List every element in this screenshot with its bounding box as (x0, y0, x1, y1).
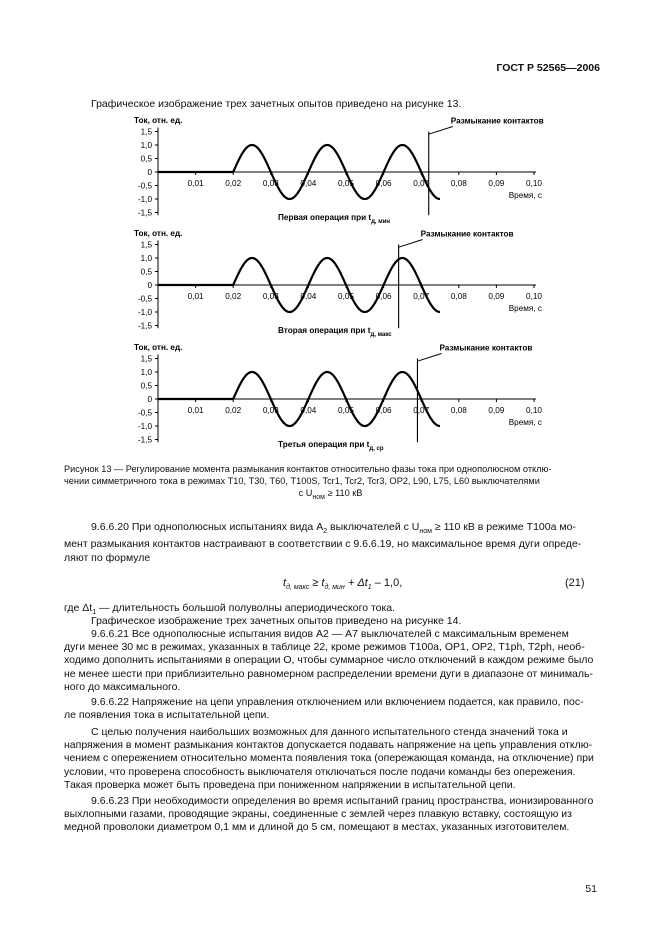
panel-caption: Первая операция при $t_{д, мин}$ (278, 213, 391, 225)
para-figure14: Графическое изображение трех зачетных опытов приведено на рисунке 14. (91, 615, 462, 627)
x-tick-label: 0,10 (526, 179, 542, 188)
page-number: 51 (585, 883, 597, 895)
where-line: где $\Delta t_1$ — длительность большой полуволны апериодического тока. (64, 602, 396, 617)
y-tick-label: 1,5 (140, 240, 152, 250)
annotation-leader (429, 127, 453, 135)
x-tick-label: 0,06 (375, 406, 392, 415)
y-tick-label: 1,5 (140, 127, 152, 137)
annotation-leader (417, 354, 441, 362)
paragraph-advance-command: С целью получения наибольших возможных для данного испытательного стенда значений тока и напряжения в момент размыкания контактов допускается подавать напряжение на цепь управления отклю- чением с опережением относительно момента появления тока (опережающая команда, на отключение) при условии, что проверена способность выключателя отключаться после подачи команды без опережения. Такая проверка может быть проведена при пониженном напряжении в испытательной цепи. (64, 726, 594, 791)
y-tick-label: 0 (147, 168, 152, 177)
y-axis-label: Ток, отн. ед. (134, 228, 183, 238)
x-tick-label: 0,06 (375, 292, 392, 301)
contact-separation-label: Размыкание контактов (420, 229, 514, 239)
oscillogram-panel-2 (134, 229, 542, 338)
x-tick-label: 0,10 (526, 292, 542, 301)
figure-caption (64, 463, 597, 504)
y-tick-label: -1,0 (137, 422, 152, 431)
x-tick-label: 0,02 (225, 406, 242, 415)
y-tick-label: 0,5 (140, 381, 152, 391)
y-tick-label: -1,5 (137, 321, 152, 331)
formula-number: (21) (565, 577, 585, 589)
x-tick-label: 0,04 (300, 292, 317, 301)
x-tick-label: 0,04 (300, 179, 317, 188)
y-tick-label: 0 (147, 281, 152, 290)
contact-separation-label: Размыкание контактов (439, 343, 533, 353)
caption-line-2: чении симметричного тока в режимах Т10, Т30, Т60, Т100S, Tcr1, Tcr2, Tcr3, OP2, L90, L75, L60 выключателями (64, 476, 540, 486)
x-tick-label: 0,03 (262, 292, 279, 301)
y-tick-label: 1,0 (140, 254, 152, 263)
x-tick-label: 0,03 (262, 179, 279, 188)
x-tick-label: 0,07 (413, 179, 430, 188)
y-tick-label: -0,5 (137, 408, 152, 418)
formula-21: $t_{д, макс} \ge t_{д, мин} + \Delta t_1 - 1,0$, (283, 577, 403, 592)
x-tick-label: 0,09 (488, 292, 505, 301)
oscillogram-panel-3 (134, 343, 542, 452)
x-tick-label: 0,05 (338, 179, 354, 188)
section-9-6-6-23: 9.6.6.23 При необходимости определения во время испытаний границ пространства, ионизированного выхлопными газами, проводящие экраны, соединенные с землей через плавкую вставку, состоящую из медной проволоки диаметром 0,1 мм и длиной до 5 см, помещают в местах, указанных изготовителем. (64, 795, 594, 834)
annotation-leader (399, 240, 423, 248)
x-tick-label: 0,01 (187, 292, 204, 301)
y-tick-label: -1,5 (137, 435, 152, 445)
x-axis-label: Время, с (508, 304, 542, 313)
x-tick-label: 0,06 (375, 179, 392, 188)
y-tick-label: -0,5 (137, 294, 152, 304)
caption-line-1: Рисунок 13 — Регулирование момента размыкания контактов относительно фазы тока при однополюсном отклю- (64, 464, 552, 474)
y-tick-label: -1,5 (137, 208, 152, 218)
y-tick-label: 0,5 (140, 267, 152, 277)
x-tick-label: 0,09 (488, 406, 505, 415)
y-tick-label: 1,5 (140, 354, 152, 364)
panel-caption: Вторая операция при $t_{д, макс}$ (278, 326, 392, 338)
y-tick-label: -1,0 (137, 308, 152, 317)
x-tick-label: 0,03 (262, 406, 279, 415)
x-axis-label: Время, с (508, 418, 542, 427)
contact-separation-label: Размыкание контактов (450, 116, 544, 126)
caption-line-3: с $U_{ном} \ge 110$ кВ (298, 488, 363, 501)
y-tick-label: 1,0 (140, 368, 152, 377)
y-tick-label: -1,0 (137, 195, 152, 204)
x-tick-label: 0,08 (450, 406, 467, 415)
x-tick-label: 0,07 (413, 292, 430, 301)
x-tick-label: 0,01 (187, 406, 204, 415)
oscillogram-panel-1 (134, 116, 544, 225)
y-tick-label: 0,5 (140, 154, 152, 164)
panel-caption: Третья операция при $t_{д, ср}$ (278, 440, 384, 452)
document-header: ГОСТ Р 52565—2006 (496, 62, 600, 74)
section-9-6-6-20: 9.6.6.20 При однополюсных испытаниях вида $А_2$ выключателей с $U_{ном} \ge 110$ кВ в режиме Т100а мо- мент размыкания контактов настраивают в соответствии с 9.6.6.19, но максимальное время дуги опреде- ляют по формуле (64, 521, 582, 564)
x-tick-label: 0,01 (187, 179, 204, 188)
x-tick-label: 0,07 (413, 406, 430, 415)
x-tick-label: 0,08 (450, 179, 467, 188)
x-tick-label: 0,08 (450, 292, 467, 301)
section-9-6-6-21: 9.6.6.21 Все однополюсные испытания видов А2 — А7 выключателей с максимальным временем дуги менее 30 мс в режимах, указанных в таблице 22, кроме режимов Т100а, OP1, OP2, T1ph, T2ph, необ- ходимо дополнить испытаниями в операции О, чтобы суммарное число отключений в каждом режиме было не менее шести при приблизительно равномерном распределении времени дуги в диапазоне от минималь- ного до максимального. (64, 628, 594, 693)
intro-paragraph: Графическое изображение трех зачетных опытов приведено на рисунке 13. (91, 98, 462, 110)
x-tick-label: 0,04 (300, 406, 317, 415)
x-axis-label: Время, с (508, 191, 542, 200)
figure-13 (0, 110, 661, 460)
y-tick-label: 1,0 (140, 141, 152, 150)
y-axis-label: Ток, отн. ед. (134, 342, 183, 352)
y-tick-label: 0 (147, 395, 152, 404)
x-tick-label: 0,10 (526, 406, 542, 415)
y-tick-label: -0,5 (137, 181, 152, 191)
x-tick-label: 0,05 (338, 292, 354, 301)
x-tick-label: 0,02 (225, 292, 242, 301)
section-9-6-6-22: 9.6.6.22 Напряжение на цепи управления отключением или включением подается, как правило, пос- ле появления тока в испытательной цепи. (64, 696, 584, 722)
x-tick-label: 0,05 (338, 406, 354, 415)
y-axis-label: Ток, отн. ед. (134, 115, 183, 125)
x-tick-label: 0,02 (225, 179, 242, 188)
x-tick-label: 0,09 (488, 179, 505, 188)
